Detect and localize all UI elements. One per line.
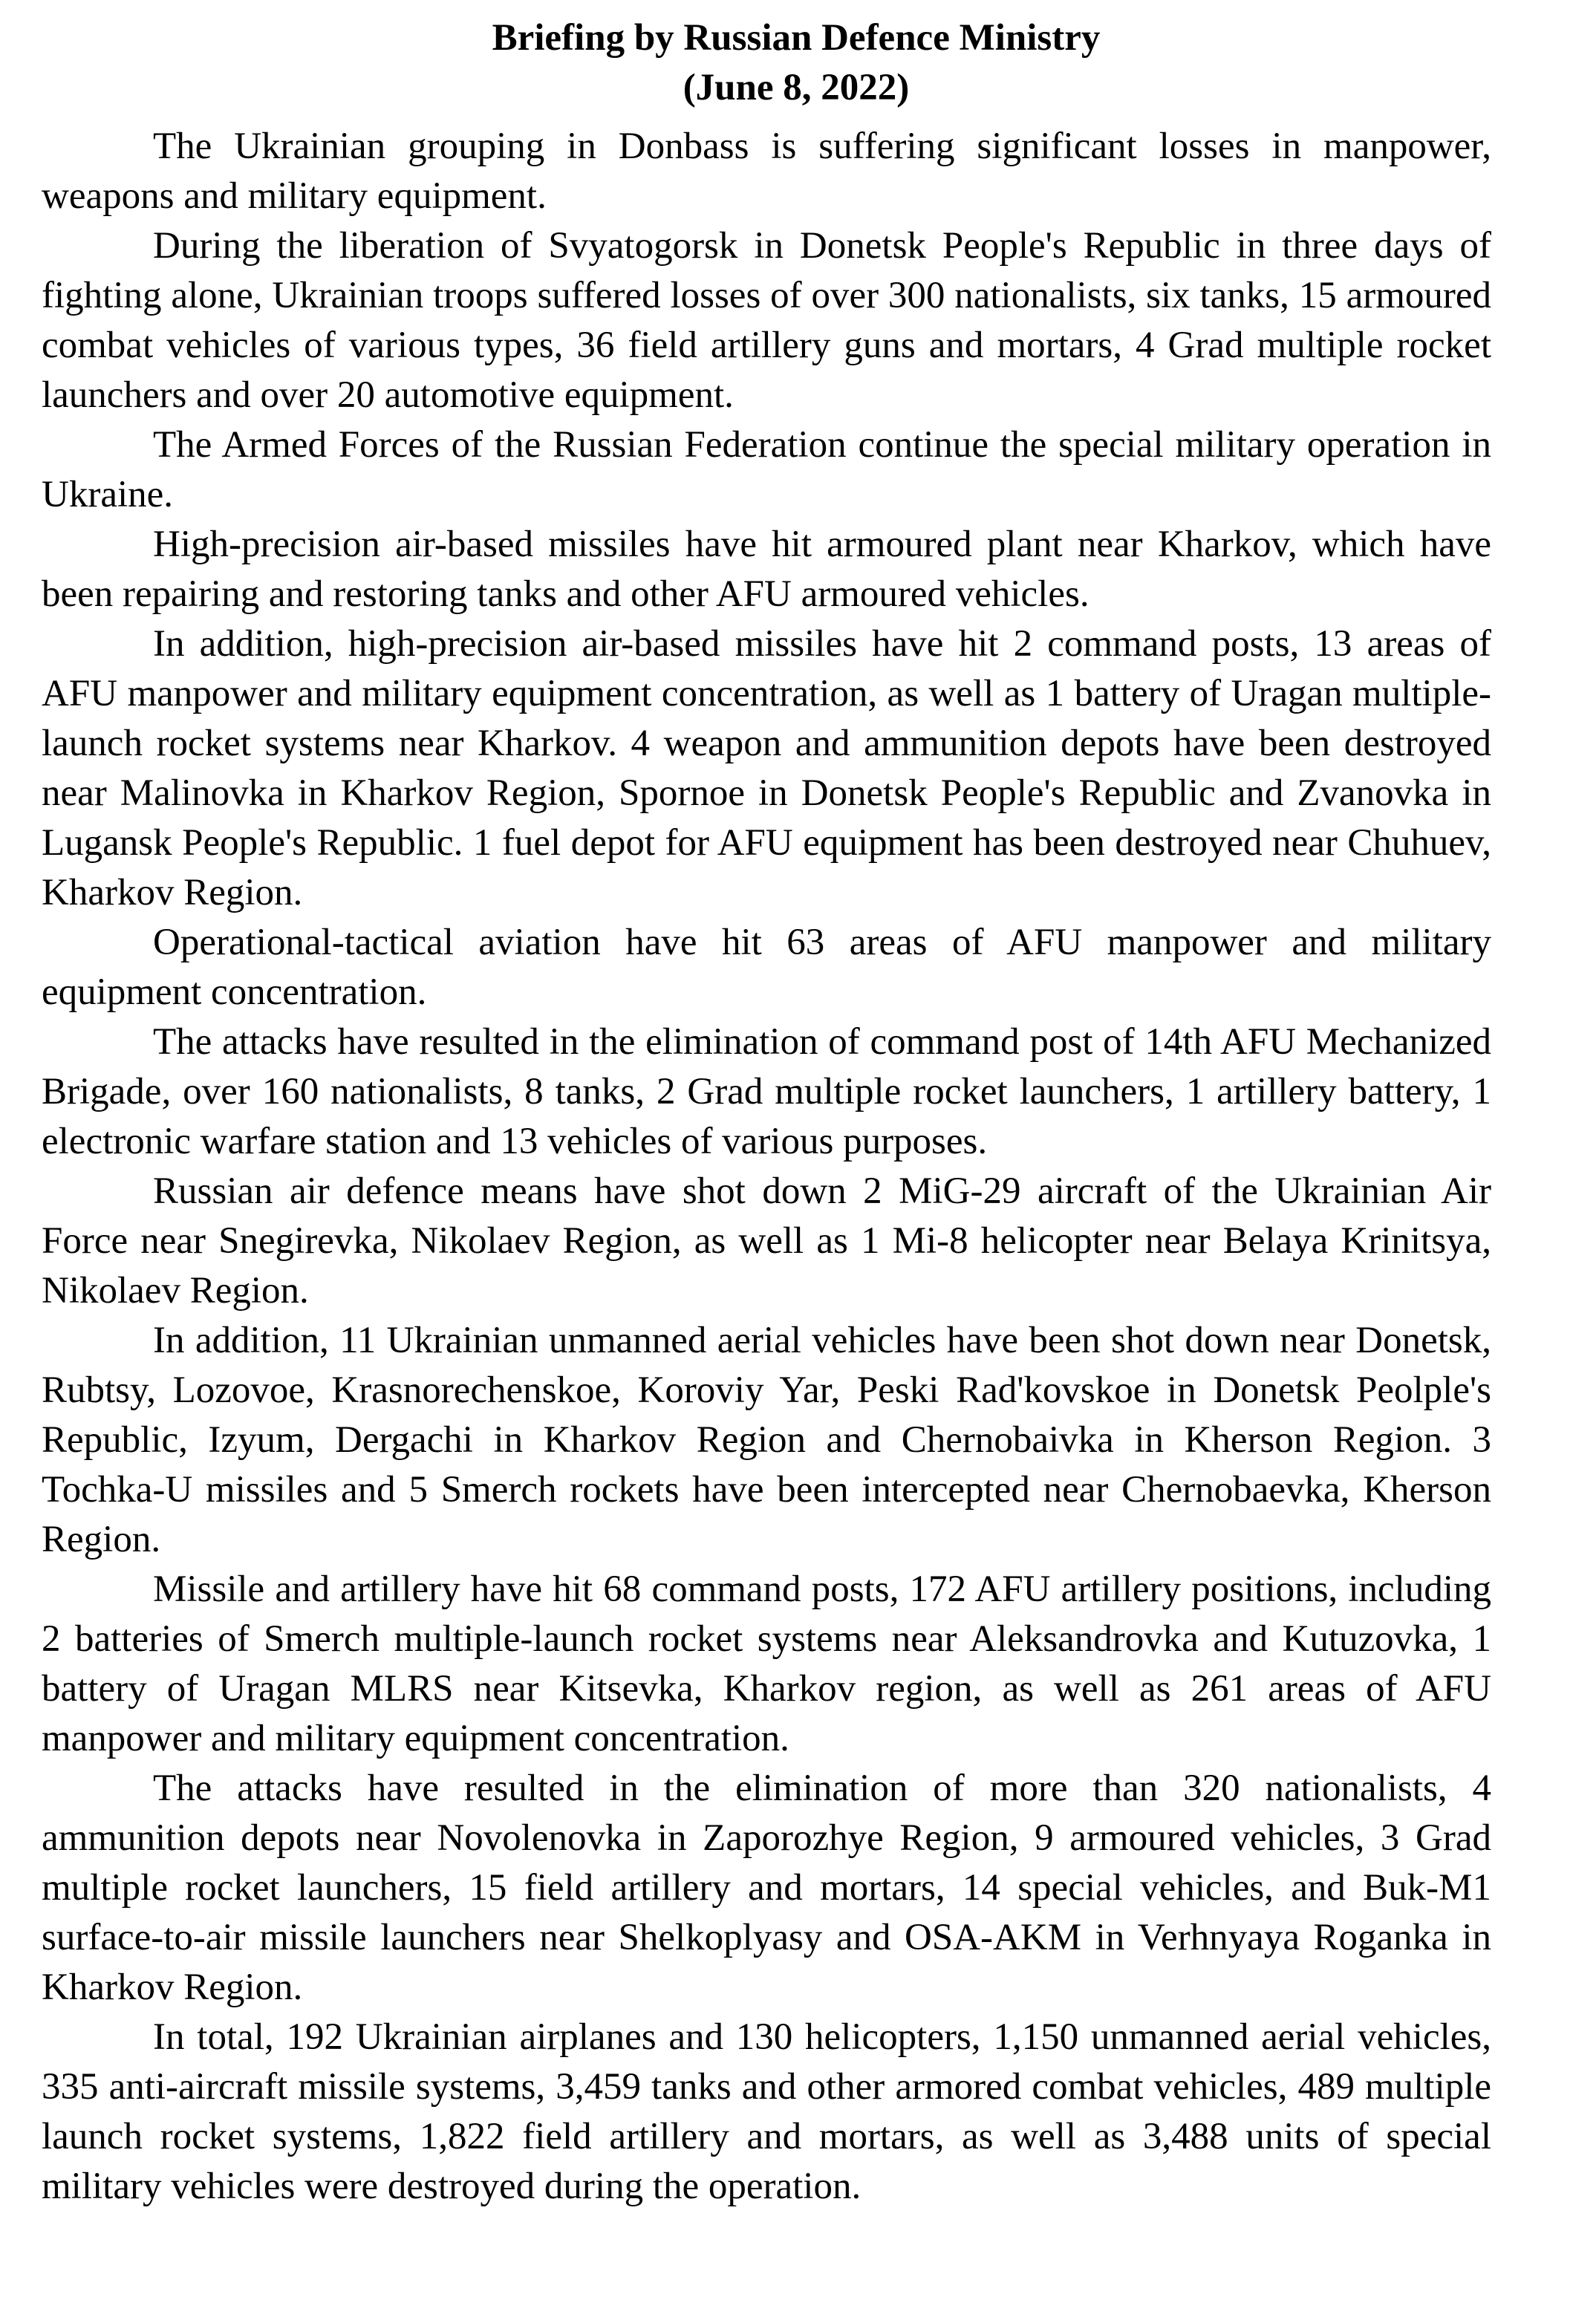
document-page xyxy=(42,13,1491,2212)
paragraph: Operational-tactical aviation have hit 63 areas of AFU manpower and military equipment concentration. xyxy=(42,922,1491,1013)
paragraph: In addition, 11 Ukrainian unmanned aerial vehicles have been shot down near Donetsk, Rubtsy, Lozovoe, Krasnorechenskoe, Koroviy Yar, Peski Rad'kovskoe in Donetsk Peolple's Republic, Izyum, Dergachi in Kharkov Region and Chernobaivka in Kherson Region. 3 Tochka-U missiles and 5 Smerch rockets have been intercepted near Chernobaevka, Kherson Region. xyxy=(42,1320,1491,1560)
paragraph: Russian air defence means have shot down 2 MiG-29 aircraft of the Ukrainian Air Force near Snegirevka, Nikolaev Region, as well as 1 Mi-8 helicopter near Belaya Krinitsya, Nikolaev Region. xyxy=(42,1170,1491,1312)
paragraph: The Armed Forces of the Russian Federation continue the special military operation in Ukraine. xyxy=(42,424,1491,515)
paragraph: During the liberation of Svyatogorsk in Donetsk People's Republic in three days of fighting alone, Ukrainian troops suffered losses of over 300 nationalists, six tanks, 15 armoured combat vehicles of various types, 36 field artillery guns and mortars, 4 Grad multiple rocket launchers and over 20 automotive equipment. xyxy=(42,225,1491,416)
document-date: (June 8, 2022) xyxy=(683,67,910,108)
paragraph: High-precision air-based missiles have hit armoured plant near Kharkov, which have been repairing and restoring tanks and other AFU armoured vehicles. xyxy=(42,524,1491,615)
paragraph: In total, 192 Ukrainian airplanes and 130 helicopters, 1,150 unmanned aerial vehicles, 335 anti-aircraft missile systems, 3,459 tanks and other armored combat vehicles, 489 multiple launch rocket systems, 1,822 field artillery and mortars, as well as 3,488 units of special military vehicles were destroyed during the operation. xyxy=(42,2016,1491,2207)
paragraph: The attacks have resulted in the elimination of more than 320 nationalists, 4 ammunition depots near Novolenovka in Zaporozhye Region, 9 armoured vehicles, 3 Grad multiple rocket launchers, 15 field artillery and mortars, 14 special vehicles, and Buk-M1 surface-to-air missile launchers near Shelkoplyasy and OSA-AKM in Verhnyaya Roganka in Kharkov Region. xyxy=(42,1768,1491,2008)
paragraph: The Ukrainian grouping in Donbass is suffering significant losses in manpower, weapons and military equipment. xyxy=(42,126,1491,217)
paragraph: Missile and artillery have hit 68 command posts, 172 AFU artillery positions, including 2 batteries of Smerch multiple-launch rocket systems near Aleksandrovka and Kutuzovka, 1 battery of Uragan MLRS near Kitsevka, Kharkov region, as well as 261 areas of AFU manpower and military equipment concentration. xyxy=(42,1568,1491,1759)
paragraph: The attacks have resulted in the elimination of command post of 14th AFU Mechanized Brigade, over 160 nationalists, 8 tanks, 2 Grad multiple rocket launchers, 1 artillery battery, 1 electronic warfare station and 13 vehicles of various purposes. xyxy=(42,1021,1491,1162)
document-title: Briefing by Russian Defence Ministry xyxy=(492,17,1101,59)
paragraph: In addition, high-precision air-based missiles have hit 2 command posts, 13 areas of AFU manpower and military equipment concentration, as well as 1 battery of Uragan multiple-launch rocket systems near Kharkov. 4 weapon and ammunition depots have been destroyed near Malinovka in Kharkov Region, Spornoe in Donetsk People's Republic and Zvanovka in Lugansk People's Republic. 1 fuel depot for AFU equipment has been destroyed near Chuhuev, Kharkov Region. xyxy=(42,623,1491,913)
